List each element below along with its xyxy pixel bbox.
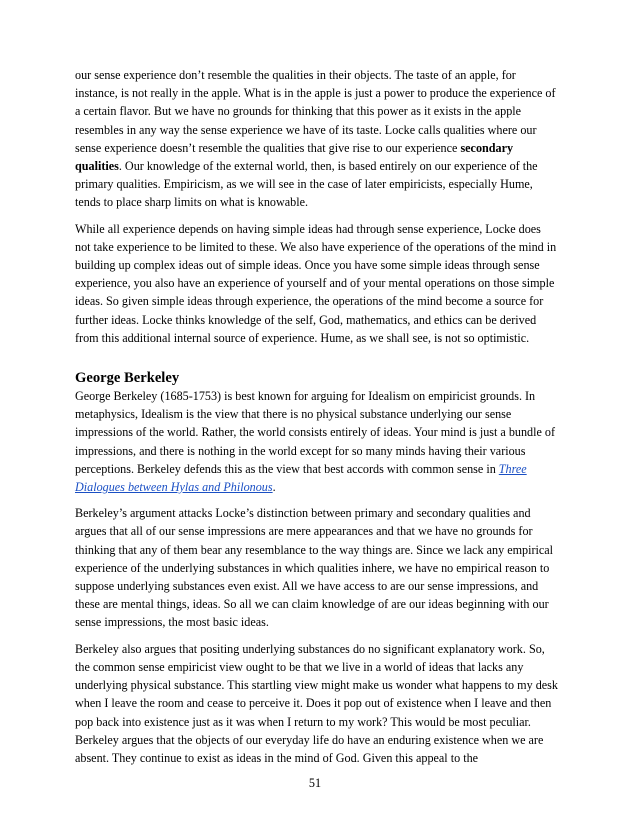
paragraph-text: our sense experience don’t resemble the qualities in their objects. The taste of an apple, for instance, is not really in the apple. What is in the apple is just a power to produce the experience of a certain flavor. But we have no grounds for thinking that this power as it exists in the apple resembles in any way the sense experience we have of its taste. Locke calls qualities where our sense experience doesn’t resemble the qualities that give rise to our experience xyxy=(75,68,556,155)
paragraph-berkeley-argument: Berkeley’s argument attacks Locke’s distinction between primary and secondary qualities and argues that all of our sense impressions are mere appearances and that we have no grounds for thinking that any of them bear any resemblance to the way things are. Since we lack any empirical experience of the underlying substances in which qualities inhere, we have no empirical reason to suppose underlying substances even exist. All we have access to are our sense impressions, and these are mental things, ideas. So all we can claim knowledge of are our ideas beginning with our sense impressions, the most basic ideas. xyxy=(75,506,554,630)
document-page xyxy=(75,66,559,775)
page-number: 51 xyxy=(308,776,322,790)
paragraph-secondary-qualities xyxy=(75,66,559,212)
paragraph-text: . Our knowledge of the external world, then, is based entirely on our experience of the primary qualities. Empiricism, as we will see in the case of later empiricists, especially Hume, tends to place sharp limits on what is knowable. xyxy=(75,159,538,210)
paragraph-operations-of-mind: While all experience depends on having simple ideas had through sense experience, Locke does not take experience to be limited to these. We also have experience of the operations of the mind in building up complex ideas out of simple ideas. Once you have some simple ideas through sense experience, you also have an experience of yourself and of your mental operations on those simple ideas. So given simple ideas through experience, the operations of the mind become a source for further ideas. Locke thinks knowledge of the self, God, mathematics, and ethics can be derived from this additional internal source of experience. Hume, as we shall see, is not so optimistic. xyxy=(75,221,557,345)
paragraph-text: George Berkeley (1685-1753) is best known for arguing for Idealism on empiricist grounds. In metaphysics, Idealism is the view that there is no physical substance underlying our sense impressions of the world. Rather, the world consists entirely of ideas. Your mind is just a bundle of impressions, and there is nothing in the world except for so many minds having their various perceptions. Berkeley defends this as the view that best accords with common sense in xyxy=(75,389,556,476)
section-heading-george-berkeley: George Berkeley xyxy=(75,370,180,387)
paragraph-text: . xyxy=(272,480,276,495)
paragraph-explanatory-work: Berkeley also argues that positing underlying substances do no significant explanatory work. So, the common sense empiricist view ought to be that we live in a world of ideas that lacks any underlying physical substance. This startling view might make us wonder what happens to my desk when I leave the room and cease to perceive it. Does it pop out of existence when I leave and then pop back into existence just as it was when I return to my work? This would be most peculiar. Berkeley argues that the objects of our everyday life do have an enduring existence when we are absent. They continue to exist as ideas in the mind of God. Given this appeal to the xyxy=(75,641,558,765)
three-dialogues-link[interactable]: Three Dialogues between Hylas and Philonous xyxy=(75,461,527,495)
paragraph-berkeley-intro xyxy=(75,387,559,496)
term-secondary-qualities: secondary qualities xyxy=(75,140,514,174)
